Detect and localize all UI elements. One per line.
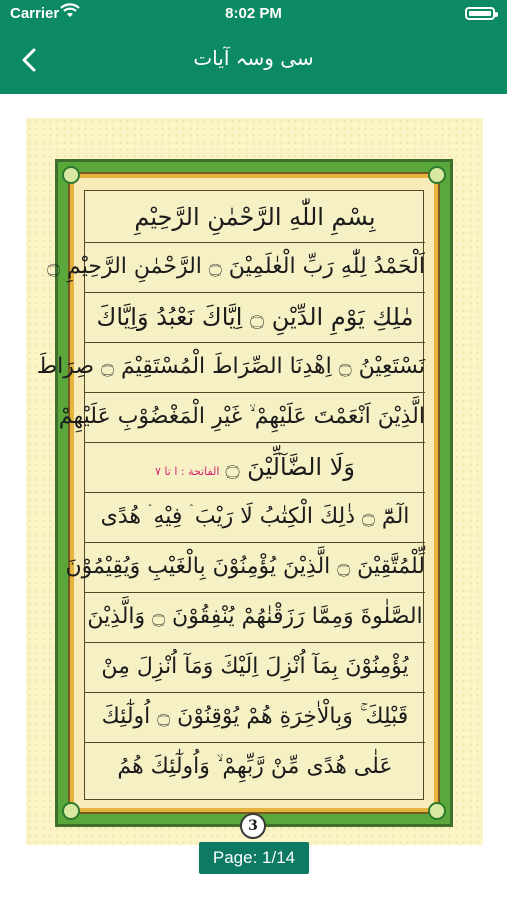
verse-line: نَسْتَعِيْنُ ۝ اِهْدِنَا الصِّرَاطَ الْمُسْتَقِيْمَ ۝ صِرَاطَ bbox=[85, 341, 425, 393]
status-time: 8:02 PM bbox=[225, 5, 282, 22]
battery-icon bbox=[465, 7, 495, 20]
quran-text-area bbox=[36, 190, 425, 800]
verse-line: الٓمّٓ ۝ ذٰلِكَ الْكِتٰبُ لَا رَيْبَ ۛ فِيْهِ ۛ هُدًى bbox=[85, 491, 425, 543]
corner-ornament-icon bbox=[428, 802, 446, 820]
navigation-header bbox=[0, 0, 507, 94]
verse-line: يُؤْمِنُوْنَ بِمَآ اُنْزِلَ اِلَيْكَ وَمَآ اُنْزِلَ مِنْ bbox=[85, 641, 425, 693]
verse-text: وَلَا الضَّآلِّيْنَ ۝ bbox=[225, 453, 355, 481]
verse-line: الصَّلٰوةَ وَمِمَّا رَزَقْنٰهُمْ يُنْفِقُوْنَ ۝ وَالَّذِيْنَ bbox=[85, 591, 425, 643]
verse-line: لِّلْمُتَّقِيْنَ ۝ الَّذِيْنَ يُؤْمِنُوْنَ بِالْغَيْبِ وَيُقِيْمُوْنَ bbox=[85, 541, 425, 593]
page-indicator-button[interactable]: Page: 1/14 bbox=[199, 842, 309, 874]
carrier-label: Carrier bbox=[10, 5, 60, 22]
verse-line-with-ref bbox=[85, 441, 425, 493]
verse-line: اَلْحَمْدُ لِلّٰهِ رَبِّ الْعٰلَمِيْنَ ۝ الرَّحْمٰنِ الرَّحِيْمِ ۝ bbox=[85, 241, 425, 293]
verse-line: بِسْمِ اللّٰهِ الرَّحْمٰنِ الرَّحِيْمِ bbox=[85, 191, 425, 243]
status-bar bbox=[0, 0, 507, 30]
surah-reference: الفاتحة : ا تا ٧ bbox=[155, 465, 220, 478]
verse-line: الَّذِيْنَ اَنْعَمْتَ عَلَيْهِمْ ۙ غَيْرِ الْمَغْضُوْبِ عَلَيْهِمْ bbox=[85, 391, 425, 443]
corner-ornament-icon bbox=[62, 166, 80, 184]
verse-line: مٰلِكِ يَوْمِ الدِّيْنِ ۝ اِيَّاكَ نَعْبُدُ وَاِيَّاكَ bbox=[85, 291, 425, 343]
corner-ornament-icon bbox=[62, 802, 80, 820]
verse-line: عَلٰى هُدًى مِّنْ رَّبِّهِمْ ۙ وَاُولٰٓئِكَ هُمُ bbox=[117, 754, 393, 779]
page-title: سی وسہ آیات bbox=[193, 46, 314, 70]
corner-ornament-icon bbox=[428, 166, 446, 184]
page-number-badge: 3 bbox=[240, 813, 266, 839]
verse-line: قَبْلِكَ ۚ وَبِالْاٰخِرَةِ هُمْ يُوْقِنُوْنَ ۝ اُولٰٓئِكَ bbox=[85, 691, 425, 743]
